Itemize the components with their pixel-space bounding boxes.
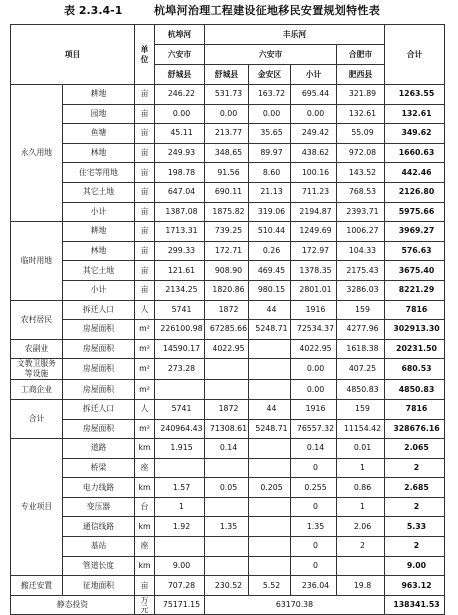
row-value: 695.44: [291, 85, 337, 105]
row-value: 768.53: [337, 182, 385, 202]
table-row: [11, 143, 445, 163]
row-unit: 亩: [135, 124, 155, 144]
row-unit: 亩: [135, 241, 155, 261]
row-value: [249, 380, 291, 400]
row-total: 7816: [385, 399, 445, 419]
row-value: 711.23: [291, 182, 337, 202]
row-item: 其它土地: [63, 261, 135, 281]
row-total: 2126.80: [385, 182, 445, 202]
row-unit: m²: [135, 419, 155, 439]
resettlement-table: [10, 24, 445, 615]
row-value: 9.00: [155, 556, 205, 576]
row-value: [249, 439, 291, 459]
row-value: 0.00: [205, 104, 249, 124]
row-value: 2.06: [337, 517, 385, 537]
row-total: 20231.50: [385, 339, 445, 359]
row-unit: 座: [135, 537, 155, 557]
header-jinan: 金安区: [249, 65, 291, 85]
investment-fengle: 63170.38: [205, 595, 385, 615]
row-unit: 亩: [135, 576, 155, 596]
header-shucheng-1: 舒城县: [155, 65, 205, 85]
row-value: [249, 497, 291, 517]
row-total: 2: [385, 497, 445, 517]
table-row: [11, 399, 445, 419]
table-row: [11, 104, 445, 124]
row-value: 5248.71: [249, 320, 291, 340]
header-unit: 单 位: [135, 25, 155, 85]
table-caption: [0, 0, 458, 22]
row-value: 1713.31: [155, 222, 205, 242]
row-item: 电力线路: [63, 478, 135, 498]
row-value: 14590.17: [155, 339, 205, 359]
row-value: 273.28: [155, 359, 205, 380]
row-value: 1916: [291, 300, 337, 320]
row-value: 1872: [205, 399, 249, 419]
row-value: [155, 537, 205, 557]
investment-total: 138341.53: [385, 595, 445, 615]
row-total: 963.12: [385, 576, 445, 596]
row-unit: m²: [135, 380, 155, 400]
header-feixi: 肥西县: [337, 65, 385, 85]
row-total: 1660.63: [385, 143, 445, 163]
row-value: 2134.25: [155, 280, 205, 300]
header-luan-2: 六安市: [205, 45, 337, 65]
row-value: [249, 517, 291, 537]
row-total: 349.62: [385, 124, 445, 144]
row-item: 房屋面积: [63, 359, 135, 380]
row-value: [205, 556, 249, 576]
row-value: 3286.03: [337, 280, 385, 300]
row-total: 576.63: [385, 241, 445, 261]
group-label-permanent: 永久用地: [11, 85, 63, 222]
row-value: 4022.95: [205, 339, 249, 359]
row-value: 198.78: [155, 163, 205, 183]
row-value: [155, 458, 205, 478]
row-value: 0: [291, 556, 337, 576]
row-value: 1249.69: [291, 222, 337, 242]
row-value: [249, 458, 291, 478]
row-value: 0.14: [205, 439, 249, 459]
row-value: [205, 497, 249, 517]
row-value: 0.00: [155, 104, 205, 124]
row-unit: 亩: [135, 163, 155, 183]
row-value: 1872: [205, 300, 249, 320]
row-unit: km: [135, 478, 155, 498]
row-value: 690.11: [205, 182, 249, 202]
row-total: 132.61: [385, 104, 445, 124]
group-label-investment: 静态投资: [11, 595, 135, 615]
table-row: [11, 339, 445, 359]
investment-unit: 万 元: [135, 595, 155, 615]
header-hangbu: 杭埠河: [155, 25, 205, 45]
row-value: 0.00: [291, 380, 337, 400]
row-value: 71308.61: [205, 419, 249, 439]
row-value: [249, 359, 291, 380]
row-value: 0.205: [249, 478, 291, 498]
row-value: 1.35: [205, 517, 249, 537]
row-value: 407.25: [337, 359, 385, 380]
row-value: 0: [291, 497, 337, 517]
row-unit: km: [135, 556, 155, 576]
row-value: 132.61: [337, 104, 385, 124]
row-item: 住宅等用地: [63, 163, 135, 183]
table-row: [11, 124, 445, 144]
row-value: 0.00: [291, 104, 337, 124]
row-item: 征地面积: [63, 576, 135, 596]
header-shucheng-2: 舒城县: [205, 65, 249, 85]
row-value: 159: [337, 399, 385, 419]
row-value: 236.04: [291, 576, 337, 596]
row-item: 鱼塘: [63, 124, 135, 144]
row-value: 299.33: [155, 241, 205, 261]
row-item: 房屋面积: [63, 380, 135, 400]
table-row: [11, 419, 445, 439]
row-value: 1820.86: [205, 280, 249, 300]
row-value: 19.8: [337, 576, 385, 596]
row-value: 104.33: [337, 241, 385, 261]
row-value: 1.92: [155, 517, 205, 537]
row-unit: 亩: [135, 143, 155, 163]
row-value: 89.97: [249, 143, 291, 163]
row-item: 小计: [63, 202, 135, 222]
row-total: 2.065: [385, 439, 445, 459]
row-value: 0.26: [249, 241, 291, 261]
table-row: [11, 85, 445, 105]
row-value: 0.01: [337, 439, 385, 459]
table-row: [11, 380, 445, 400]
table-row: [11, 478, 445, 498]
row-item: 园地: [63, 104, 135, 124]
row-item: 桥梁: [63, 458, 135, 478]
row-value: 4277.96: [337, 320, 385, 340]
row-total: 2: [385, 458, 445, 478]
row-value: 240964.43: [155, 419, 205, 439]
row-item: 林地: [63, 143, 135, 163]
row-value: 531.73: [205, 85, 249, 105]
row-total: 2.685: [385, 478, 445, 498]
investment-row: [11, 595, 445, 615]
row-item: 道路: [63, 439, 135, 459]
row-value: 2194.87: [291, 202, 337, 222]
table-row: [11, 222, 445, 242]
table-row: [11, 556, 445, 576]
row-value: 1: [337, 497, 385, 517]
group-label-sideline: 农副业: [11, 339, 63, 359]
row-item: 房屋面积: [63, 339, 135, 359]
row-value: [205, 359, 249, 380]
table-number: 表 2.3.4-1: [64, 4, 123, 17]
row-value: 230.52: [205, 576, 249, 596]
row-unit: m²: [135, 359, 155, 380]
row-item: 拆迁人口: [63, 399, 135, 419]
row-value: 163.72: [249, 85, 291, 105]
row-unit: 亩: [135, 222, 155, 242]
row-item: 其它土地: [63, 182, 135, 202]
row-value: 76557.32: [291, 419, 337, 439]
row-value: 100.16: [291, 163, 337, 183]
row-item: 小计: [63, 280, 135, 300]
table-row: [11, 497, 445, 517]
row-value: [205, 458, 249, 478]
row-value: 172.97: [291, 241, 337, 261]
header-subtotal: 小计: [291, 65, 337, 85]
header-hefei: 合肥市: [337, 45, 385, 65]
table-row: [11, 537, 445, 557]
row-value: 5.52: [249, 576, 291, 596]
row-item: 拆迁人口: [63, 300, 135, 320]
row-value: 908.90: [205, 261, 249, 281]
row-value: 0.00: [291, 359, 337, 380]
row-unit: 亩: [135, 280, 155, 300]
table-row: [11, 458, 445, 478]
row-unit: 亩: [135, 202, 155, 222]
header-total: 合计: [385, 25, 445, 85]
row-value: 121.61: [155, 261, 205, 281]
row-total: 4850.83: [385, 380, 445, 400]
group-label-temporary: 临时用地: [11, 222, 63, 300]
row-value: 213.77: [205, 124, 249, 144]
row-total: 442.46: [385, 163, 445, 183]
row-value: 249.42: [291, 124, 337, 144]
row-item: 变压器: [63, 497, 135, 517]
row-value: 5741: [155, 399, 205, 419]
row-unit: 亩: [135, 261, 155, 281]
row-unit: 台: [135, 497, 155, 517]
row-value: 8.60: [249, 163, 291, 183]
investment-hangbu: 75171.15: [155, 595, 205, 615]
row-value: 0: [291, 458, 337, 478]
header-fengle: 丰乐河: [205, 25, 385, 45]
row-value: 143.52: [337, 163, 385, 183]
row-unit: km: [135, 439, 155, 459]
table-row: [11, 300, 445, 320]
row-value: 55.09: [337, 124, 385, 144]
row-value: 4022.95: [291, 339, 337, 359]
row-value: 1875.82: [205, 202, 249, 222]
group-label-total: 合计: [11, 399, 63, 438]
row-value: [205, 380, 249, 400]
row-value: 91.56: [205, 163, 249, 183]
group-label-industry: 工商企业: [11, 380, 63, 400]
row-value: 2393.71: [337, 202, 385, 222]
row-value: 1: [155, 497, 205, 517]
row-item: 通信线路: [63, 517, 135, 537]
row-value: [249, 537, 291, 557]
row-value: 0.14: [291, 439, 337, 459]
row-value: 1.57: [155, 478, 205, 498]
row-item: 耕地: [63, 222, 135, 242]
row-value: 1378.35: [291, 261, 337, 281]
row-total: 2: [385, 537, 445, 557]
row-value: 159: [337, 300, 385, 320]
row-value: 739.25: [205, 222, 249, 242]
row-value: 0: [291, 537, 337, 557]
row-total: 5.33: [385, 517, 445, 537]
row-value: [205, 537, 249, 557]
row-value: 0.86: [337, 478, 385, 498]
row-item: 耕地: [63, 85, 135, 105]
row-total: 680.53: [385, 359, 445, 380]
row-value: 348.65: [205, 143, 249, 163]
row-value: 1916: [291, 399, 337, 419]
table-row: [11, 320, 445, 340]
group-label-rural: 农村居民: [11, 300, 63, 339]
group-label-special: 专业项目: [11, 439, 63, 576]
row-value: 438.62: [291, 143, 337, 163]
row-item: 房屋面积: [63, 419, 135, 439]
row-total: 3675.40: [385, 261, 445, 281]
row-item: 林地: [63, 241, 135, 261]
row-unit: m²: [135, 339, 155, 359]
table-row: [11, 202, 445, 222]
row-value: 45.11: [155, 124, 205, 144]
row-value: 1387.08: [155, 202, 205, 222]
row-total: 328676.16: [385, 419, 445, 439]
row-unit: km: [135, 517, 155, 537]
row-value: 319.06: [249, 202, 291, 222]
row-value: 0.00: [249, 104, 291, 124]
row-value: [155, 380, 205, 400]
row-total: 1263.55: [385, 85, 445, 105]
row-value: 707.28: [155, 576, 205, 596]
table-row: [11, 241, 445, 261]
table-row: [11, 182, 445, 202]
table-row: [11, 359, 445, 380]
row-unit: 亩: [135, 85, 155, 105]
row-value: [337, 556, 385, 576]
header-luan-1: 六安市: [155, 45, 205, 65]
row-value: 246.22: [155, 85, 205, 105]
row-unit: 亩: [135, 104, 155, 124]
row-value: 1618.38: [337, 339, 385, 359]
header-row-1: [11, 25, 445, 45]
row-value: 249.93: [155, 143, 205, 163]
group-label-relocation: 搬迁安置: [11, 576, 63, 596]
row-value: 0.255: [291, 478, 337, 498]
row-value: 44: [249, 399, 291, 419]
row-value: 5248.71: [249, 419, 291, 439]
row-total: 302913.30: [385, 320, 445, 340]
row-value: 2175.43: [337, 261, 385, 281]
row-value: 21.13: [249, 182, 291, 202]
table-row: [11, 280, 445, 300]
row-value: 1.35: [291, 517, 337, 537]
row-unit: 座: [135, 458, 155, 478]
row-value: 11154.42: [337, 419, 385, 439]
row-value: 1.915: [155, 439, 205, 459]
row-total: 9.00: [385, 556, 445, 576]
row-value: 67285.66: [205, 320, 249, 340]
row-value: [249, 339, 291, 359]
row-value: 980.15: [249, 280, 291, 300]
row-value: 172.71: [205, 241, 249, 261]
row-total: 7816: [385, 300, 445, 320]
row-value: 647.04: [155, 182, 205, 202]
row-unit: 人: [135, 399, 155, 419]
row-value: 2801.01: [291, 280, 337, 300]
row-value: 4850.83: [337, 380, 385, 400]
row-value: 35.65: [249, 124, 291, 144]
row-value: [249, 556, 291, 576]
table-row: [11, 576, 445, 596]
row-total: 8221.29: [385, 280, 445, 300]
row-value: 1006.27: [337, 222, 385, 242]
table-row: [11, 517, 445, 537]
row-unit: m²: [135, 320, 155, 340]
row-value: 972.08: [337, 143, 385, 163]
group-label-cultural: 文教卫服务 等设施: [11, 359, 63, 380]
row-value: 44: [249, 300, 291, 320]
row-value: 1: [337, 458, 385, 478]
row-total: 5975.66: [385, 202, 445, 222]
row-item: 管道长度: [63, 556, 135, 576]
header-item: 项目: [11, 25, 135, 85]
row-value: 0.05: [205, 478, 249, 498]
row-unit: 亩: [135, 182, 155, 202]
row-value: 5741: [155, 300, 205, 320]
row-value: 72534.37: [291, 320, 337, 340]
table-row: [11, 439, 445, 459]
table-title: 杭埠河治理工程建设征地移民安置规划特性表: [154, 4, 380, 17]
row-value: 469.45: [249, 261, 291, 281]
row-value: 510.44: [249, 222, 291, 242]
row-value: 2: [337, 537, 385, 557]
row-value: 226100.98: [155, 320, 205, 340]
row-item: 基站: [63, 537, 135, 557]
row-total: 3969.27: [385, 222, 445, 242]
table-row: [11, 261, 445, 281]
row-item: 房屋面积: [63, 320, 135, 340]
row-value: 321.89: [337, 85, 385, 105]
row-unit: 人: [135, 300, 155, 320]
table-row: [11, 163, 445, 183]
